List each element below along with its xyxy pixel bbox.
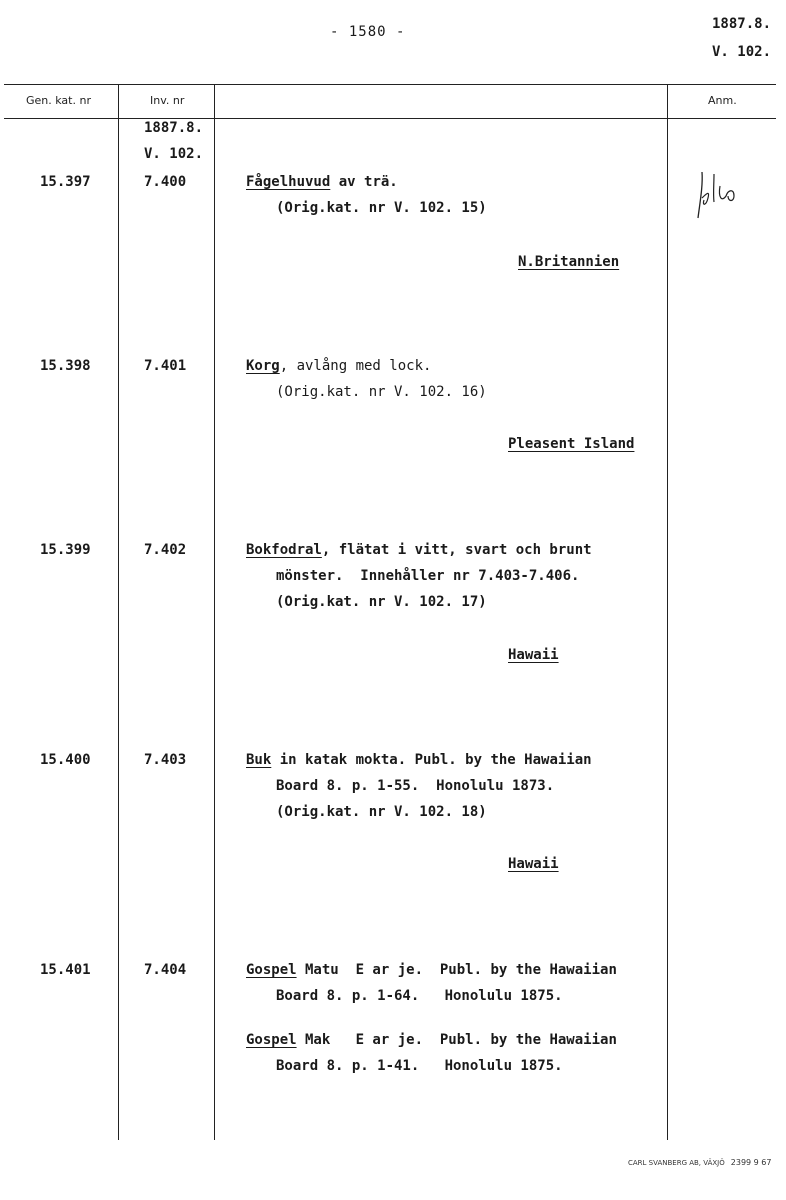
- entry-title: Korg: [246, 358, 280, 374]
- place-label: Hawaii: [508, 856, 559, 872]
- entry-description-line2: Board 8. p. 1-55. Honolulu 1873.: [276, 778, 555, 794]
- place-label: Pleasent Island: [508, 436, 635, 452]
- entry-description: Buk in katak mokta. Publ. by the Hawaiian: [246, 752, 592, 768]
- header-gen-kat-nr: Gen. kat. nr: [26, 94, 91, 107]
- orig-kat-ref: (Orig.kat. nr V. 102. 17): [276, 594, 487, 610]
- inv-number: 7.400: [144, 174, 187, 190]
- orig-kat-ref: (Orig.kat. nr V. 102. 15): [276, 200, 487, 216]
- gen-number: 15.398: [40, 358, 91, 374]
- inv-number: 7.402: [144, 542, 187, 558]
- inv-number: 7.404: [144, 962, 187, 978]
- entry-title: Gospel: [246, 962, 297, 978]
- column-divider-inv: [214, 84, 215, 1140]
- inv-volume-header: V. 102.: [144, 146, 204, 162]
- gen-number: 15.401: [40, 962, 91, 978]
- column-divider-anm: [667, 84, 668, 1140]
- entry-title: Buk: [246, 752, 272, 768]
- place-label: N.Britannien: [518, 254, 620, 270]
- gen-number: 15.399: [40, 542, 91, 558]
- form-code: 2399 9 67: [730, 1158, 772, 1167]
- printer-imprint: CARL SVANBERG AB, VÄXJÖ 2399 9 67: [628, 1158, 772, 1167]
- table-header-rule: [4, 118, 776, 119]
- entry-description: Bokfodral, flätat i vitt, svart och brunt: [246, 542, 592, 558]
- inv-number: 7.401: [144, 358, 187, 374]
- orig-kat-ref: (Orig.kat. nr V. 102. 16): [276, 384, 487, 400]
- entry-title-second: Gospel: [246, 1032, 297, 1048]
- entry-title: Bokfodral: [246, 542, 322, 558]
- entry-description: Gospel Matu E ar je. Publ. by the Hawaiian: [246, 962, 617, 978]
- column-divider-gen: [118, 84, 119, 1140]
- header-inv-nr: Inv. nr: [150, 94, 185, 107]
- entry-title: Fågelhuvud: [246, 174, 331, 190]
- top-right-volume: V. 102.: [712, 44, 772, 60]
- header-anm: Anm.: [708, 94, 737, 107]
- gen-number: 15.400: [40, 752, 91, 768]
- inv-number: 7.403: [144, 752, 187, 768]
- entry-description-line2: mönster. Innehåller nr 7.403-7.406.: [276, 568, 580, 584]
- page-number: - 1580 -: [330, 24, 406, 40]
- table-top-rule: [4, 84, 776, 85]
- inv-accession-header: 1887.8.: [144, 120, 204, 136]
- entry-description: Korg, avlång med lock.: [246, 358, 432, 374]
- entry-description-line2: Board 8. p. 1-64. Honolulu 1875.: [276, 988, 563, 1004]
- top-right-accession: 1887.8.: [712, 16, 772, 32]
- entry-description-second: Gospel Mak E ar je. Publ. by the Hawaiian: [246, 1032, 617, 1048]
- handwritten-annotation: [692, 168, 742, 224]
- place-label: Hawaii: [508, 647, 559, 663]
- gen-number: 15.397: [40, 174, 91, 190]
- entry-description: Fågelhuvud av trä.: [246, 174, 398, 190]
- orig-kat-ref: (Orig.kat. nr V. 102. 18): [276, 804, 487, 820]
- entry-description-line3: Board 8. p. 1-41. Honolulu 1875.: [276, 1058, 563, 1074]
